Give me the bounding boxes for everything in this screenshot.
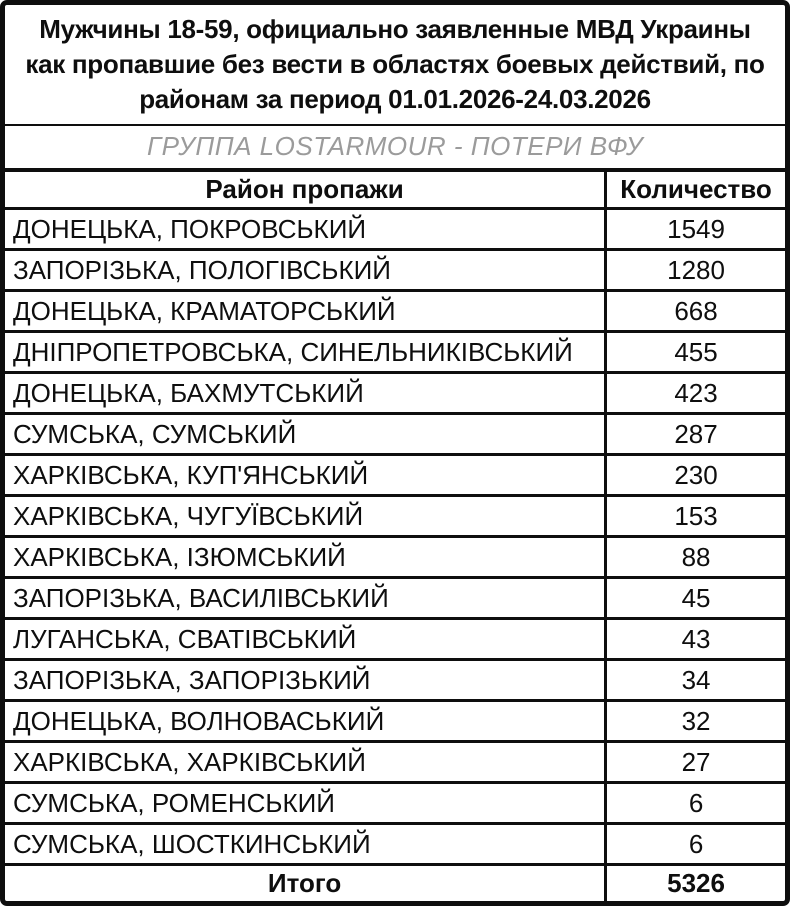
count-cell: 27	[606, 742, 785, 783]
table-row	[5, 742, 785, 783]
count-cell: 43	[606, 619, 785, 660]
table-row	[5, 619, 785, 660]
page-title: Мужчины 18-59, официально заявленные МВД Украины как пропавшие без вести в областях боевых действий, по районам за период 01.01.2026-24.03.2026	[5, 5, 785, 126]
count-cell: 45	[606, 578, 785, 619]
table-row	[5, 373, 785, 414]
table-row	[5, 660, 785, 701]
total-label: Итого	[5, 865, 606, 902]
total-value: 5326	[606, 865, 785, 902]
table-row	[5, 496, 785, 537]
header-row	[5, 172, 785, 209]
district-cell: ДОНЕЦЬКА, БАХМУТСЬКИЙ	[5, 373, 606, 414]
count-cell: 88	[606, 537, 785, 578]
column-header-district: Район пропажи	[5, 172, 606, 209]
table-row	[5, 701, 785, 742]
district-cell: СУМСЬКА, РОМЕНСЬКИЙ	[5, 783, 606, 824]
district-cell: ХАРКІВСЬКА, ІЗЮМСЬКИЙ	[5, 537, 606, 578]
missing-persons-table	[5, 172, 785, 901]
district-cell: ЗАПОРІЗЬКА, ЗАПОРІЗЬКИЙ	[5, 660, 606, 701]
count-cell: 423	[606, 373, 785, 414]
district-cell: ХАРКІВСЬКА, ЧУГУЇВСЬКИЙ	[5, 496, 606, 537]
count-cell: 230	[606, 455, 785, 496]
total-row	[5, 865, 785, 902]
count-cell: 455	[606, 332, 785, 373]
district-cell: ДОНЕЦЬКА, ВОЛНОВАСЬКИЙ	[5, 701, 606, 742]
district-cell: ДНІПРОПЕТРОВСЬКА, СИНЕЛЬНИКІВСЬКИЙ	[5, 332, 606, 373]
watermark-subtitle: ГРУППА LOSTARMOUR - ПОТЕРИ ВФУ	[5, 126, 785, 172]
count-cell: 153	[606, 496, 785, 537]
district-cell: ХАРКІВСЬКА, КУП'ЯНСЬКИЙ	[5, 455, 606, 496]
count-cell: 668	[606, 291, 785, 332]
table-row	[5, 332, 785, 373]
table-row	[5, 783, 785, 824]
count-cell: 1549	[606, 209, 785, 250]
table-container	[5, 172, 785, 901]
district-cell: ДОНЕЦЬКА, ПОКРОВСЬКИЙ	[5, 209, 606, 250]
table-row	[5, 414, 785, 455]
table-row	[5, 824, 785, 865]
table-row	[5, 250, 785, 291]
column-header-count: Количество	[606, 172, 785, 209]
table-row	[5, 537, 785, 578]
table-row	[5, 455, 785, 496]
district-cell: СУМСЬКА, СУМСЬКИЙ	[5, 414, 606, 455]
district-cell: ЛУГАНСЬКА, СВАТІВСЬКИЙ	[5, 619, 606, 660]
count-cell: 32	[606, 701, 785, 742]
table-row	[5, 209, 785, 250]
table-row	[5, 578, 785, 619]
count-cell: 287	[606, 414, 785, 455]
table-row	[5, 291, 785, 332]
count-cell: 6	[606, 783, 785, 824]
district-cell: ЗАПОРІЗЬКА, ВАСИЛІВСЬКИЙ	[5, 578, 606, 619]
district-cell: ЗАПОРІЗЬКА, ПОЛОГІВСЬКИЙ	[5, 250, 606, 291]
district-cell: СУМСЬКА, ШОСТКИНСЬКИЙ	[5, 824, 606, 865]
count-cell: 1280	[606, 250, 785, 291]
district-cell: ДОНЕЦЬКА, КРАМАТОРСЬКИЙ	[5, 291, 606, 332]
count-cell: 6	[606, 824, 785, 865]
count-cell: 34	[606, 660, 785, 701]
district-cell: ХАРКІВСЬКА, ХАРКІВСЬКИЙ	[5, 742, 606, 783]
